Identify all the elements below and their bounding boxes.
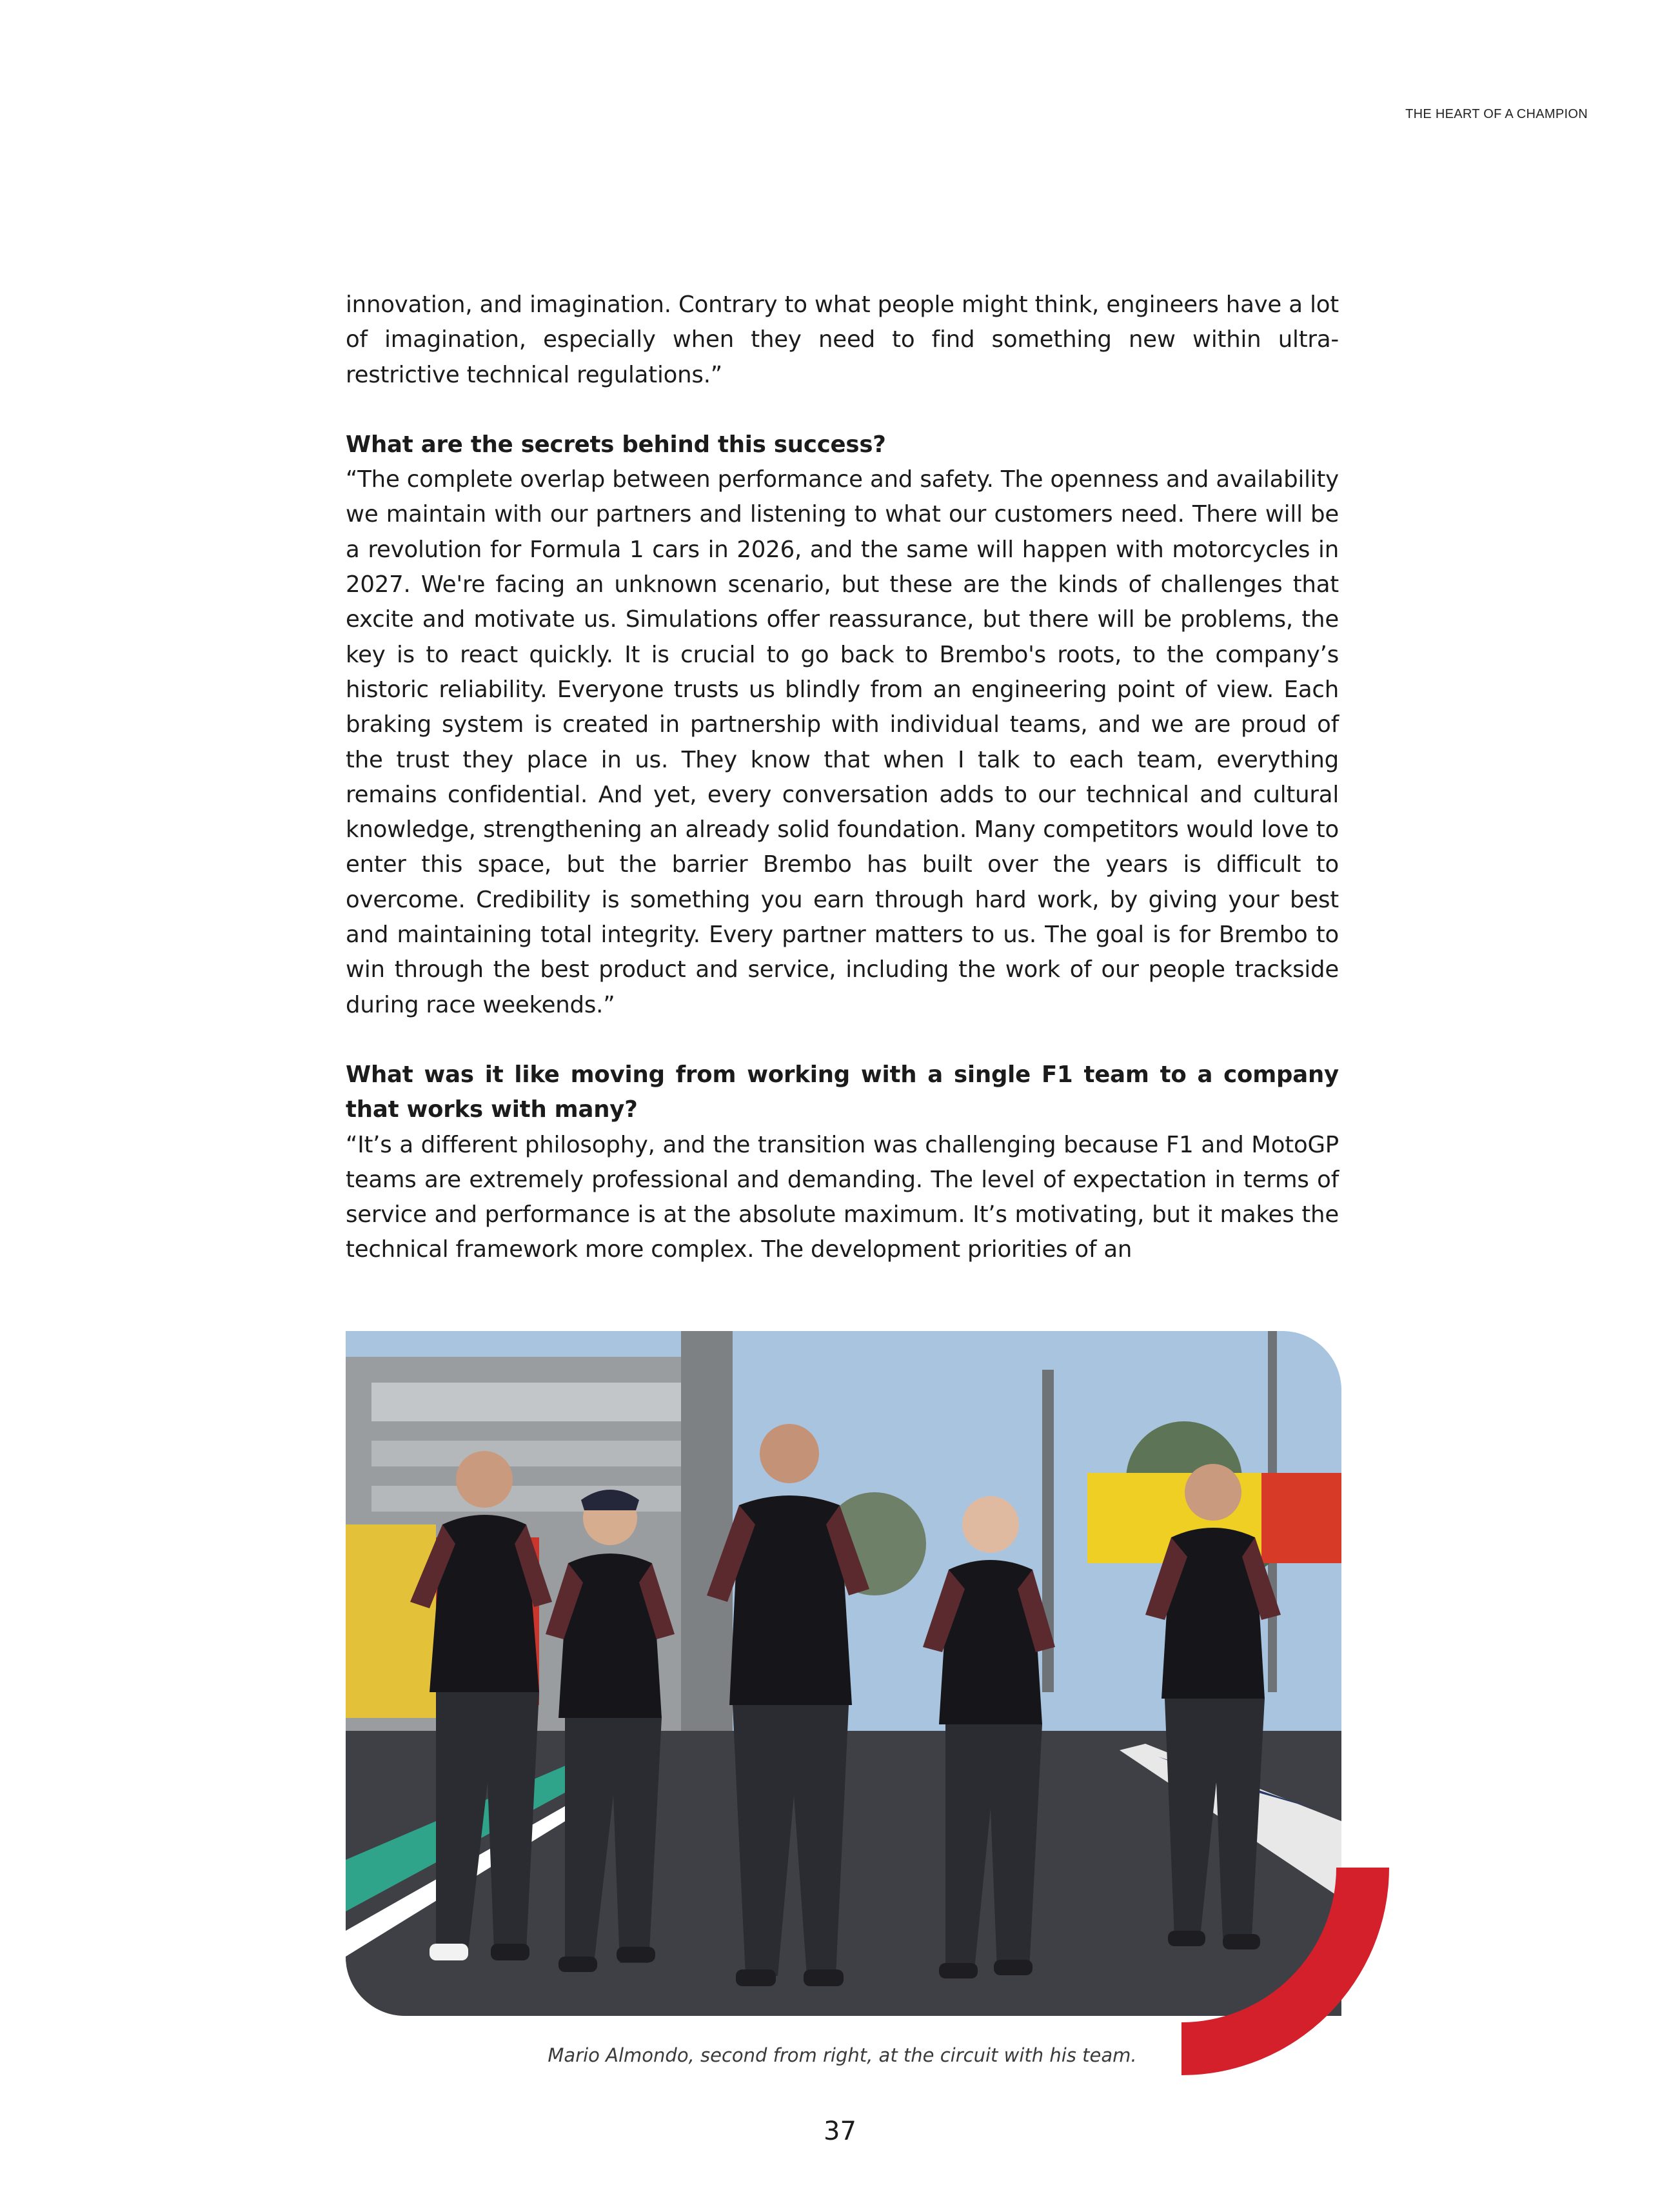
interview-question-2: What was it like moving from working with a single F1 team to a company that works with many? [346,1061,1339,1123]
photo-caption: Mario Almondo, second from right, at the circuit with his team. [548,2044,1137,2066]
paragraph-intro: innovation, and imagination. Contrary to what people might think, engineers have a lot of imagination, especially when they need to find something new within ultra-restrictive technical regulations.” [346,291,1339,388]
article-body [346,288,1339,1268]
paragraph-gap [346,1023,1339,1058]
paragraph-gap [346,393,1339,428]
running-title: THE HEART OF A CHAMPION [1405,107,1588,121]
interview-answer-1: “The complete overlap between performance and safety. The openness and availability we maintain with our partners and listening to what our customers need. There will be a revolution for Formula 1 cars in 2026, and the same will happen with motorcycles in 2027. We're facing an unknown scenario, but these are the kinds of challenges that excite and motivate us. Simulations offer reassurance, but there will be problems, the key is to react quickly. It is crucial to go back to Brembo's roots, to the company’s historic reliability. Everyone trusts us blindly from an engineering point of view. Each braking system is created in partnership with individual teams, and we are proud of the trust they place in us. They know that when I talk to each team, everything remains confidential. And yet, every conversation adds to our technical and cultural knowledge, strengthening an already solid foundation. Many competitors would love to enter this space, but the barrier Brembo has built over the years is difficult to overcome. Credibility is something you earn through hard work, by giving your best and maintaining total integrity. Every partner matters to us. The goal is for Brembo to win through the best product and service, including the work of our people trackside during race weekends.” [346,466,1339,1018]
interview-question-1: What are the secrets behind this success? [346,431,886,458]
interview-answer-2: “It’s a different philosophy, and the transition was challenging because F1 and MotoGP teams are extremely professional and demanding. The level of expectation in terms of service and performance is at the absolute maximum. It’s motivating, but it makes the technical framework more complex. The development priorities of an [346,1131,1339,1263]
page-number: 37 [824,2116,856,2146]
pit-sign-yellow [346,1524,436,1718]
